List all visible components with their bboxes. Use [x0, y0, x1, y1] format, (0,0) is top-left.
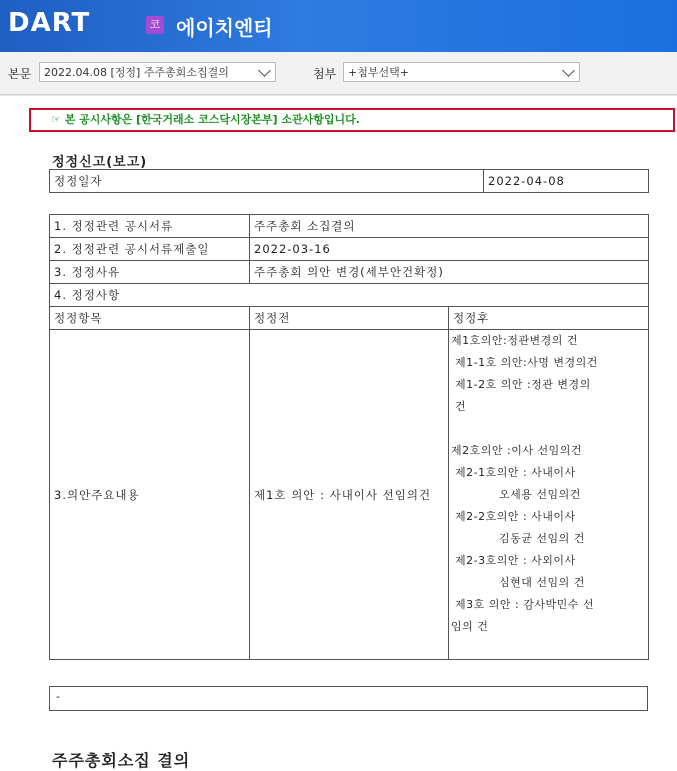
- section4-label: 4. 정정사항: [50, 284, 649, 307]
- row-value: 주주총회 소집결의: [250, 215, 649, 238]
- logo-text: DART: [8, 8, 91, 38]
- after-content: 제1호의안:정관변경의 건 제1-1호 의안:사명 변경의건 제1-2호 의안 :정관 변경의 건 제2호의안 :이사 선임의건 제2-1호의안 : 사내이사 오세용 선임의건 제2-2호의안 : 사내이사 김동균 선임의 건 제2-3호의안 : 사외이사 심현대 선임의 건 제3호 의안 : 감사박민수 선 임의 건: [449, 330, 649, 660]
- col-header-item: 정정항목: [50, 307, 250, 330]
- attachment-label: 첨부: [313, 67, 337, 81]
- document-selector-bar: [0, 52, 677, 95]
- row-label: 1. 정정관련 공시서류: [50, 215, 250, 238]
- chevron-down-icon: [562, 64, 575, 77]
- row-value: 주주총회 의안 변경(세부안건확정): [250, 261, 649, 284]
- main-doc-select[interactable]: [39, 62, 276, 82]
- correction-date-label: 정정일자: [50, 170, 484, 193]
- remarks-box: -: [49, 686, 648, 711]
- correction-date-value: 2022-04-08: [484, 170, 649, 193]
- col-header-before: 정정전: [250, 307, 449, 330]
- correction-report-title: 정정신고(보고): [52, 155, 148, 170]
- col-header-after: 정정후: [449, 307, 649, 330]
- row-label: 2. 정정관련 공시서류제출일: [50, 238, 250, 261]
- jurisdiction-notice: ☞ 본 공시사항은 [한국거래소 코스닥시장본부] 소관사항입니다.: [29, 108, 675, 132]
- main-doc-select-value: 2022.04.08 [정정] 주주총회소집결의: [44, 66, 229, 79]
- market-badge: 코: [146, 16, 164, 34]
- main-doc-label: 본문: [8, 67, 32, 81]
- row-label: 3. 정정사유: [50, 261, 250, 284]
- meeting-resolution-title: 주주총회소집 결의: [52, 751, 191, 770]
- dart-logo[interactable]: [8, 8, 90, 38]
- correction-item: 3.의안주요내용: [50, 330, 250, 660]
- attachment-select-value: +첨부선택+: [348, 66, 409, 79]
- document-content: [0, 95, 677, 770]
- row-value: 2022-03-16: [250, 238, 649, 261]
- top-header: [0, 0, 677, 52]
- correction-details-table: [49, 214, 649, 660]
- before-content: 제1호 의안 : 사내이사 선임의건: [250, 330, 449, 660]
- correction-date-table: [49, 169, 649, 193]
- company-name: 에이치엔티: [176, 16, 273, 40]
- attachment-select[interactable]: [343, 62, 580, 82]
- chevron-down-icon: [258, 64, 271, 77]
